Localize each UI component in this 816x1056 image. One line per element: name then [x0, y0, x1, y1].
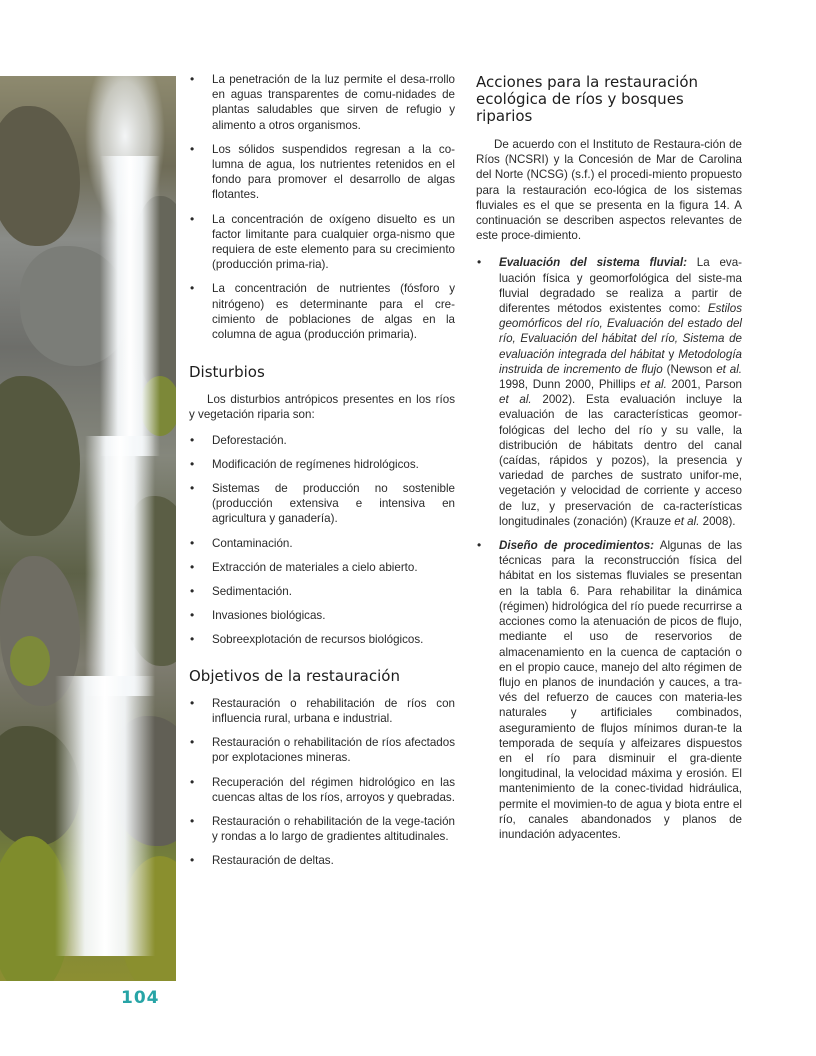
list-item: • Contaminación.	[189, 536, 455, 551]
intro-bullet-list	[189, 72, 455, 342]
body-text: 2002). Esta evaluación incluye la evaluación de las características geomor-fológicas del lecho del río y su valle, la distribución de hábitats dentro del canal (caídas, rápidos y pozos), la presencia y variedad de parches de sustrato unifor-me, vegetación y velocidad de corriente y acceso de luz, y preservación de ca-racterísticas longitudinales (zonación) (Krauze	[499, 393, 742, 528]
list-item: • Los sólidos suspendidos regresan a la co-lumna de agua, los nutrientes retenidos en el fondo para promover el desarrollo de algas flotantes.	[189, 142, 455, 203]
list-item-evaluacion	[476, 255, 742, 529]
list-item: • Restauración de deltas.	[189, 853, 455, 868]
list-item: • La penetración de la luz permite el desa-rrollo en aguas transparentes de comu-nidades de plantas saludables que sirven de refugio y alimento a otros organismos.	[189, 72, 455, 133]
acciones-intro: De acuerdo con el Instituto de Restaura-ción de Ríos (NCSRI) y la Concesión de Mar de Carolina del Norte (NCSG) (s.f.) el procedi-miento propuesto para la restauración eco-lógica de los sistemas fluviales es el que se presenta en la figura 14. A continuación se describen aspectos relevantes de este proce-dimiento.	[476, 138, 742, 243]
list-item: • Restauración o rehabilitación de la vege-tación y rondas a lo largo de gradientes altitudinales.	[189, 814, 455, 844]
objetivos-list	[189, 696, 455, 869]
bullet-lead: Evaluación del sistema fluvial:	[499, 256, 687, 270]
body-italic: Estilos geomórficos del río, Evaluación del estado del río, Evaluación del hábitat del río, Sistema de evaluación integrada del hábitat	[499, 302, 742, 361]
right-column	[476, 72, 742, 851]
section-title-disturbios: Disturbios	[189, 363, 265, 382]
body-italic: et al.	[674, 514, 700, 528]
list-item: • Sedimentación.	[189, 584, 455, 599]
disturbios-intro: Los disturbios antrópicos presentes en los ríos y vegetación riparia son:	[189, 393, 455, 422]
list-item: • La concentración de nutrientes (fósforo y nitrógeno) es determinante para el cre-cimiento de poblaciones de algas en la columna de agua (producción primaria).	[189, 281, 455, 342]
acciones-list	[476, 255, 742, 842]
body-italic: et al.	[640, 378, 667, 392]
body-italic: et al.	[716, 362, 742, 376]
body-text: 1998, Dunn 2000, Phillips	[499, 378, 641, 392]
body-text: Algunas de las técnicas para la reconstrucción física del hábitat en los sistemas fluviales se presentan en la tabla 6. Para rehabilitar la dinámica (régimen) hidrológica del río puede recurrirse a acciones como la atenuación de picos de flujo, mediante el uso de reservorios de almacenamiento en la cuenca de captación o en el propio cauce, manejo del alto régimen de flujo en planos de inundación y cauces, a tra-vés del refuerzo de cauces con materia-les naturales y artificiales combinados, aseguramiento de flujos mínimos duran-te la temporada de sequía y alfeizares dispuestos en el río para disminuir el gra-diente longitudinal, la velocidad máxima y erosión. El mantenimiento de la conec-tividad hidráulica, permite el movimien-to de agua y biota entre el río, canales abandonados y planos de inundación adyacentes.	[499, 539, 742, 841]
bullet-lead: Diseño de procedimientos:	[499, 539, 655, 553]
body-italic: et al.	[499, 393, 532, 407]
body-text: La eva-luación física y geomorfológica del siste-ma fluvial degradado se realiza a partir de diferentes métodos existentes como:	[499, 256, 742, 316]
list-item: • Sistemas de producción no sostenible (producción extensiva e intensiva en agricultura y ganadería).	[189, 481, 455, 527]
list-item: • Deforestación.	[189, 433, 455, 448]
list-item: • Modificación de regímenes hidrológicos.	[189, 457, 455, 472]
section-title-objetivos: Objetivos de la restauración	[189, 666, 400, 685]
disturbios-list	[189, 433, 455, 648]
list-item: • Invasiones biológicas.	[189, 608, 455, 623]
body-italic: Metodología instruida de incremento de flujo	[499, 347, 742, 376]
list-item: • Sobreexplotación de recursos biológicos.	[189, 632, 455, 647]
list-item: • Restauración o rehabilitación de ríos afectados por explotaciones mineras.	[189, 735, 455, 765]
list-item-diseno	[476, 538, 742, 842]
body-text: 2008).	[699, 514, 736, 528]
body-text: (Newson	[662, 362, 717, 376]
list-item: • Restauración o rehabilitación de ríos con influencia rural, urbana e industrial.	[189, 696, 455, 726]
waterfall-photo	[0, 76, 176, 981]
list-item: • La concentración de oxígeno disuelto es un factor limitante para cualquier orga-nismo que requiera de este elemento para su crecimiento (producción prima-ria).	[189, 212, 455, 273]
list-item: • Extracción de materiales a cielo abierto.	[189, 560, 455, 575]
list-item: • Recuperación del régimen hidrológico en las cuencas altas de los ríos, arroyos y quebradas.	[189, 775, 455, 805]
body-text: 2001, Parson	[666, 378, 742, 392]
body-text: y	[664, 347, 679, 361]
page-number: 104	[121, 988, 160, 1008]
section-title-acciones: Acciones para la restauración ecológica de ríos y bosques riparios	[476, 73, 699, 125]
left-column	[189, 72, 455, 878]
